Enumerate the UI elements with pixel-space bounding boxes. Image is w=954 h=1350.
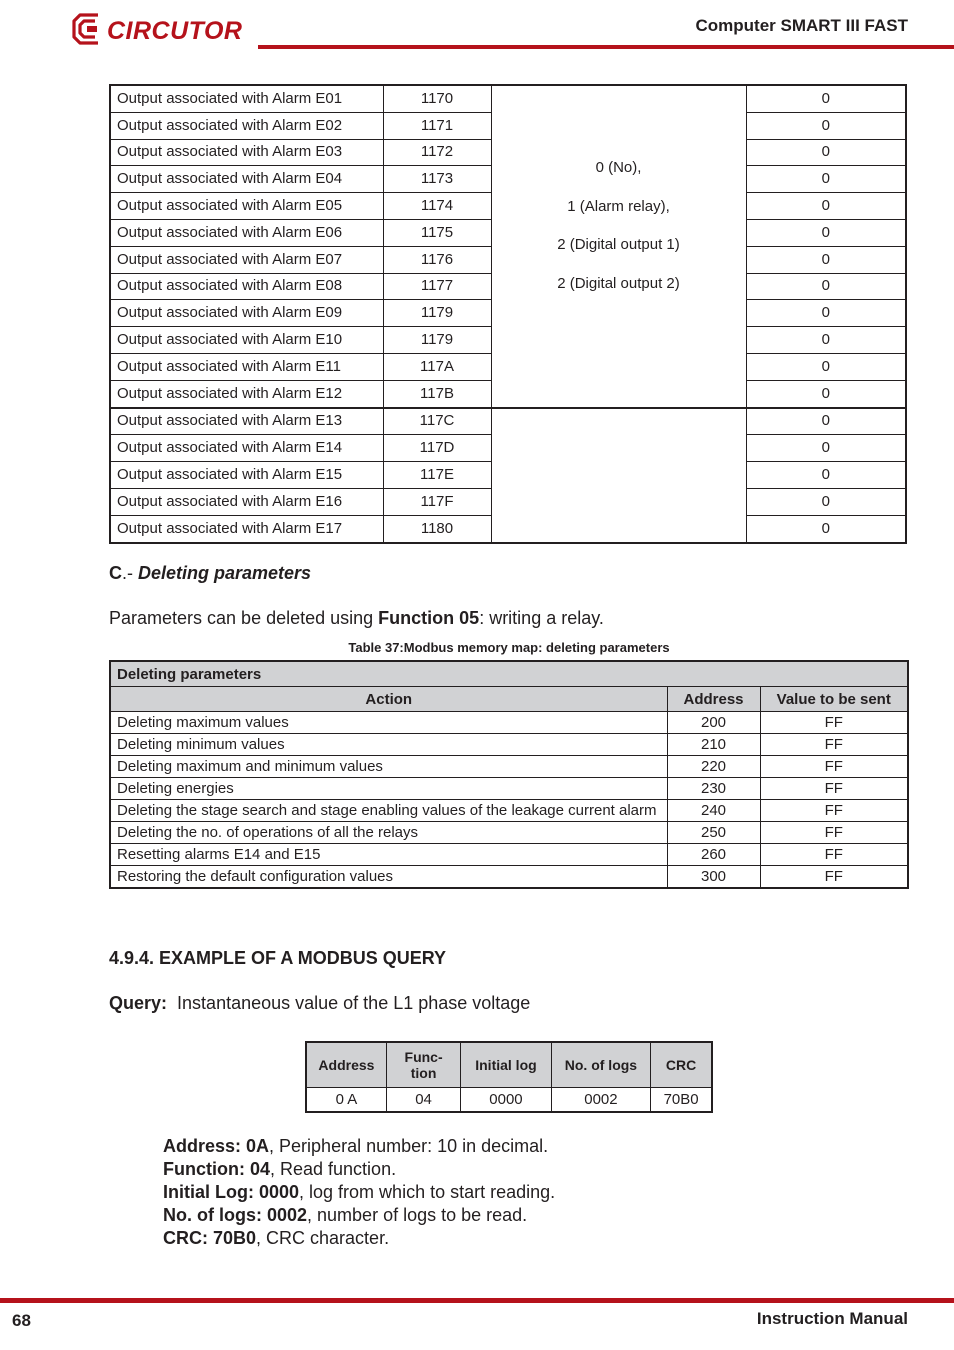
alarm-default-cell: 0 xyxy=(746,273,906,300)
delete-address-cell: 240 xyxy=(667,800,760,822)
q-header-initial-log: Initial log xyxy=(461,1042,551,1088)
alarm-options-empty-cell xyxy=(491,408,746,543)
q-header-function: Func- tion xyxy=(386,1042,460,1088)
alarm-default-cell: 0 xyxy=(746,408,906,435)
table-37-caption: Table 37:Modbus memory map: deleting parameters xyxy=(348,640,670,655)
circutor-logo-mark xyxy=(70,10,250,48)
alarm-address-cell: 1174 xyxy=(383,193,491,220)
alarm-address-cell: 117C xyxy=(383,408,491,435)
delete-action-cell: Deleting energies xyxy=(110,778,667,800)
alarm-option: 0 (No), xyxy=(595,159,642,177)
alarm-row xyxy=(110,85,906,112)
section-4-9-4-heading: 4.9.4. EXAMPLE OF A MODBUS QUERY xyxy=(109,948,447,968)
alarm-output-table xyxy=(109,84,907,544)
delete-address-cell: 210 xyxy=(667,734,760,756)
delete-address-cell: 230 xyxy=(667,778,760,800)
delete-value-cell: FF xyxy=(760,800,908,822)
delete-action-cell: Deleting the stage search and stage enabling values of the leakage current alarm xyxy=(110,800,667,822)
alarm-name-cell: Output associated with Alarm E10 xyxy=(110,327,383,354)
alarm-address-cell: 1179 xyxy=(383,327,491,354)
alarm-name-cell: Output associated with Alarm E12 xyxy=(110,380,383,407)
alarm-default-cell: 0 xyxy=(746,139,906,166)
alarm-name-cell: Output associated with Alarm E17 xyxy=(110,515,383,542)
q-value-function: 04 xyxy=(386,1088,460,1113)
alarm-address-cell: 1175 xyxy=(383,219,491,246)
alarm-default-cell: 0 xyxy=(746,112,906,139)
alarm-default-cell: 0 xyxy=(746,515,906,542)
alarm-address-cell: 117F xyxy=(383,488,491,515)
alarm-address-cell: 1171 xyxy=(383,112,491,139)
alarm-name-cell: Output associated with Alarm E05 xyxy=(110,193,383,220)
delete-value-cell: FF xyxy=(760,778,908,800)
alarm-default-cell: 0 xyxy=(746,353,906,380)
section-c-heading: C.- Deleting parameters xyxy=(109,563,312,583)
alarm-address-cell: 117B xyxy=(383,380,491,407)
alarm-default-cell: 0 xyxy=(746,246,906,273)
column-header-value: Value to be sent xyxy=(760,687,908,712)
alarm-name-cell: Output associated with Alarm E13 xyxy=(110,408,383,435)
alarm-option: 2 (Digital output 2) xyxy=(557,274,680,292)
alarm-address-cell: 1170 xyxy=(383,85,491,112)
q-header-address: Address xyxy=(306,1042,386,1088)
alarm-address-cell: 1172 xyxy=(383,139,491,166)
delete-action-cell: Deleting minimum values xyxy=(110,734,667,756)
q-value-crc: 70B0 xyxy=(651,1088,712,1113)
delete-address-cell: 300 xyxy=(667,866,760,889)
q-header-crc: CRC xyxy=(651,1042,712,1088)
delete-value-cell: FF xyxy=(760,734,908,756)
alarm-row xyxy=(110,408,906,435)
q-value-no-of-logs: 0002 xyxy=(551,1088,650,1113)
alarm-default-cell: 0 xyxy=(746,435,906,462)
alarm-address-cell: 1177 xyxy=(383,273,491,300)
delete-row xyxy=(110,756,908,778)
query-line: Query: Instantaneous value of the L1 phase voltage xyxy=(109,993,531,1013)
alarm-name-cell: Output associated with Alarm E08 xyxy=(110,273,383,300)
footer-title: Instruction Manual xyxy=(756,1309,908,1328)
alarm-default-cell: 0 xyxy=(746,327,906,354)
delete-address-cell: 260 xyxy=(667,844,760,866)
delete-address-cell: 200 xyxy=(667,712,760,734)
alarm-name-cell: Output associated with Alarm E04 xyxy=(110,166,383,193)
footer-rule xyxy=(0,1298,954,1303)
document-title: Computer SMART III FAST xyxy=(695,16,908,35)
q-value-address: 0 A xyxy=(306,1088,386,1113)
delete-action-cell: Deleting maximum and minimum values xyxy=(110,756,667,778)
alarm-name-cell: Output associated with Alarm E14 xyxy=(110,435,383,462)
desc-crc: CRC: 70B0, CRC character. xyxy=(163,1228,390,1248)
alarm-options-cell xyxy=(491,85,746,408)
delete-value-cell: FF xyxy=(760,822,908,844)
alarm-name-cell: Output associated with Alarm E03 xyxy=(110,139,383,166)
q-header-no-of-logs: No. of logs xyxy=(551,1042,650,1088)
delete-row xyxy=(110,778,908,800)
delete-row xyxy=(110,734,908,756)
page-number: 68 xyxy=(12,1311,31,1330)
column-header-action: Action xyxy=(110,687,667,712)
delete-row xyxy=(110,866,908,889)
desc-address: Address: 0A, Peripheral number: 10 in decimal. xyxy=(163,1136,549,1156)
delete-row xyxy=(110,800,908,822)
delete-address-cell: 250 xyxy=(667,822,760,844)
delete-action-cell: Resetting alarms E14 and E15 xyxy=(110,844,667,866)
alarm-address-cell: 117E xyxy=(383,462,491,489)
alarm-address-cell: 1179 xyxy=(383,300,491,327)
desc-function: Function: 04, Read function. xyxy=(163,1159,397,1179)
header-rule xyxy=(258,45,954,49)
alarm-default-cell: 0 xyxy=(746,488,906,515)
alarm-name-cell: Output associated with Alarm E06 xyxy=(110,219,383,246)
alarm-option: 1 (Alarm relay), xyxy=(567,197,670,215)
alarm-default-cell: 0 xyxy=(746,85,906,112)
alarm-name-cell: Output associated with Alarm E15 xyxy=(110,462,383,489)
delete-row xyxy=(110,712,908,734)
alarm-address-cell: 1176 xyxy=(383,246,491,273)
delete-action-cell: Deleting the no. of operations of all the relays xyxy=(110,822,667,844)
delete-row xyxy=(110,844,908,866)
query-field-descriptions xyxy=(163,1135,555,1250)
deleting-parameters-table xyxy=(109,660,909,889)
delete-action-cell: Deleting maximum values xyxy=(110,712,667,734)
alarm-name-cell: Output associated with Alarm E01 xyxy=(110,85,383,112)
alarm-default-cell: 0 xyxy=(746,300,906,327)
column-header-address: Address xyxy=(667,687,760,712)
alarm-option: 2 (Digital output 1) xyxy=(557,236,680,254)
delete-value-cell: FF xyxy=(760,756,908,778)
svg-text:CIRCUTOR: CIRCUTOR xyxy=(107,17,243,45)
alarm-default-cell: 0 xyxy=(746,193,906,220)
circutor-logo xyxy=(70,10,250,48)
desc-initial-log: Initial Log: 0000, log from which to start reading. xyxy=(163,1182,556,1202)
alarm-name-cell: Output associated with Alarm E02 xyxy=(110,112,383,139)
alarm-default-cell: 0 xyxy=(746,219,906,246)
alarm-default-cell: 0 xyxy=(746,166,906,193)
alarm-address-cell: 1173 xyxy=(383,166,491,193)
q-value-initial-log: 0000 xyxy=(461,1088,551,1113)
alarm-name-cell: Output associated with Alarm E09 xyxy=(110,300,383,327)
delete-action-cell: Restoring the default configuration values xyxy=(110,866,667,889)
delete-value-cell: FF xyxy=(760,712,908,734)
delete-value-cell: FF xyxy=(760,866,908,889)
alarm-name-cell: Output associated with Alarm E11 xyxy=(110,353,383,380)
alarm-default-cell: 0 xyxy=(746,462,906,489)
table-title: Deleting parameters xyxy=(110,661,908,687)
alarm-address-cell: 117A xyxy=(383,353,491,380)
alarm-default-cell: 0 xyxy=(746,380,906,407)
delete-row xyxy=(110,822,908,844)
query-frame-table xyxy=(305,1041,713,1113)
delete-value-cell: FF xyxy=(760,844,908,866)
alarm-name-cell: Output associated with Alarm E16 xyxy=(110,488,383,515)
alarm-address-cell: 1180 xyxy=(383,515,491,542)
deleting-intro-paragraph: Parameters can be deleted using Function 05: writing a relay. xyxy=(109,608,604,628)
delete-address-cell: 220 xyxy=(667,756,760,778)
alarm-name-cell: Output associated with Alarm E07 xyxy=(110,246,383,273)
alarm-address-cell: 117D xyxy=(383,435,491,462)
desc-no-of-logs: No. of logs: 0002, number of logs to be read. xyxy=(163,1205,528,1225)
